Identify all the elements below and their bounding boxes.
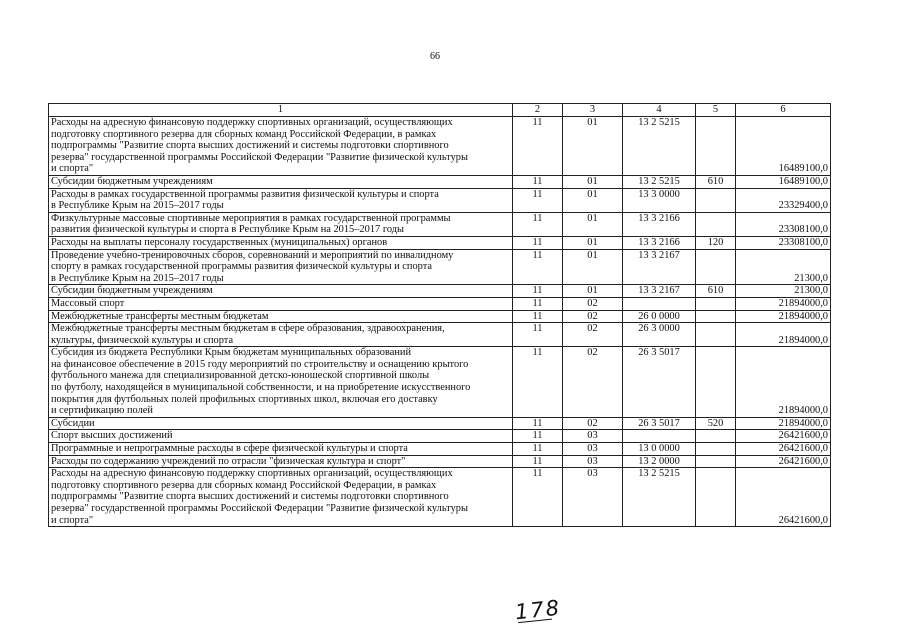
row-amount: 26421600,0 bbox=[736, 468, 831, 527]
table-row bbox=[49, 117, 831, 176]
row-subsection: 01 bbox=[563, 117, 623, 176]
table-row bbox=[49, 310, 831, 323]
row-description: Межбюджетные трансферты местным бюджетам bbox=[49, 310, 513, 323]
row-section: 11 bbox=[513, 236, 563, 249]
table-row bbox=[49, 236, 831, 249]
row-amount: 23308100,0 bbox=[736, 236, 831, 249]
row-subsection: 03 bbox=[563, 443, 623, 456]
table-row bbox=[49, 297, 831, 310]
row-subsection: 01 bbox=[563, 249, 623, 285]
row-amount: 23308100,0 bbox=[736, 212, 831, 236]
row-expense-type bbox=[696, 117, 736, 176]
table-row bbox=[49, 455, 831, 468]
row-section: 11 bbox=[513, 323, 563, 347]
row-amount: 21894000,0 bbox=[736, 310, 831, 323]
row-subsection: 02 bbox=[563, 297, 623, 310]
row-subsection: 03 bbox=[563, 430, 623, 443]
row-expense-type: 520 bbox=[696, 417, 736, 430]
row-expense-type bbox=[696, 347, 736, 418]
row-description: Межбюджетные трансферты местным бюджетам в сфере образования, здравоохранения, культуры, физической культуры и спорта bbox=[49, 323, 513, 347]
row-amount: 21894000,0 bbox=[736, 297, 831, 310]
row-subsection: 02 bbox=[563, 310, 623, 323]
row-subsection: 02 bbox=[563, 347, 623, 418]
row-target-article bbox=[623, 297, 696, 310]
row-target-article: 13 3 2166 bbox=[623, 212, 696, 236]
row-description: Субсидии бюджетным учреждениям bbox=[49, 175, 513, 188]
row-target-article: 13 3 0000 bbox=[623, 188, 696, 212]
column-header: 4 bbox=[623, 104, 696, 117]
table-row bbox=[49, 468, 831, 527]
row-section: 11 bbox=[513, 297, 563, 310]
row-expense-type bbox=[696, 455, 736, 468]
row-section: 11 bbox=[513, 417, 563, 430]
handwritten-page-number bbox=[514, 596, 562, 625]
table-row bbox=[49, 188, 831, 212]
row-description: Спорт высших достижений bbox=[49, 430, 513, 443]
row-section: 11 bbox=[513, 443, 563, 456]
row-expense-type bbox=[696, 323, 736, 347]
row-target-article: 26 3 5017 bbox=[623, 347, 696, 418]
row-subsection: 02 bbox=[563, 323, 623, 347]
row-target-article: 13 2 5215 bbox=[623, 175, 696, 188]
row-amount: 16489100,0 bbox=[736, 117, 831, 176]
row-expense-type bbox=[696, 249, 736, 285]
row-section: 11 bbox=[513, 430, 563, 443]
row-expense-type: 120 bbox=[696, 236, 736, 249]
row-subsection: 03 bbox=[563, 455, 623, 468]
row-description: Расходы в рамках государственной программы развития физической культуры и спорта в Республике Крым на 2015–2017 годы bbox=[49, 188, 513, 212]
row-description: Субсидии bbox=[49, 417, 513, 430]
row-section: 11 bbox=[513, 468, 563, 527]
row-target-article: 26 0 0000 bbox=[623, 310, 696, 323]
row-subsection: 01 bbox=[563, 285, 623, 298]
row-subsection: 01 bbox=[563, 236, 623, 249]
row-section: 11 bbox=[513, 212, 563, 236]
row-target-article: 13 3 2166 bbox=[623, 236, 696, 249]
row-target-article: 13 2 5215 bbox=[623, 468, 696, 527]
row-amount: 26421600,0 bbox=[736, 430, 831, 443]
row-description: Расходы на адресную финансовую поддержку спортивных организаций, осуществляющих подготовку спортивного резерва для сборных команд Российской Федерации, в рамках подпрограммы "Развитие спорта высших достижений и системы подготовки спортивного резерва" государственной программы Российской Федерации "Развитие физической культуры и спорта" bbox=[49, 117, 513, 176]
row-description: Расходы на выплаты персоналу государственных (муниципальных) органов bbox=[49, 236, 513, 249]
row-amount: 16489100,0 bbox=[736, 175, 831, 188]
column-header: 6 bbox=[736, 104, 831, 117]
table-row bbox=[49, 285, 831, 298]
row-expense-type bbox=[696, 212, 736, 236]
row-target-article: 26 3 5017 bbox=[623, 417, 696, 430]
row-subsection: 03 bbox=[563, 468, 623, 527]
row-amount: 21894000,0 bbox=[736, 347, 831, 418]
row-amount: 21300,0 bbox=[736, 249, 831, 285]
row-section: 11 bbox=[513, 249, 563, 285]
row-description: Субсидии бюджетным учреждениям bbox=[49, 285, 513, 298]
table-row bbox=[49, 430, 831, 443]
row-description: Проведение учебно-тренировочных сборов, соревнований и мероприятий по инвалидному спорту в рамках государственной программы развития физической культуры и спорта в Республике Крым на 2015–2017 годы bbox=[49, 249, 513, 285]
row-expense-type bbox=[696, 188, 736, 212]
row-target-article: 13 0 0000 bbox=[623, 443, 696, 456]
row-subsection: 02 bbox=[563, 417, 623, 430]
row-expense-type bbox=[696, 468, 736, 527]
row-amount: 26421600,0 bbox=[736, 455, 831, 468]
row-subsection: 01 bbox=[563, 175, 623, 188]
table-row bbox=[49, 212, 831, 236]
row-target-article: 13 2 0000 bbox=[623, 455, 696, 468]
table-row bbox=[49, 347, 831, 418]
row-section: 11 bbox=[513, 347, 563, 418]
table-row bbox=[49, 417, 831, 430]
row-amount: 23329400,0 bbox=[736, 188, 831, 212]
column-header: 1 bbox=[49, 104, 513, 117]
row-description: Субсидия из бюджета Республики Крым бюджетам муниципальных образований на финансовое обеспечение в 2015 году мероприятий по строительству и оснащению крытого футбольного манежа для специализированной детско-юношеской спортивной школы по футболу, находящейся в муниципальной собственности, и на приобретение искусственного покрытия для футбольных полей профильных спортивных школ, включая его доставку и сертификацию полей bbox=[49, 347, 513, 418]
column-header: 3 bbox=[563, 104, 623, 117]
row-amount: 21894000,0 bbox=[736, 417, 831, 430]
row-section: 11 bbox=[513, 285, 563, 298]
row-expense-type bbox=[696, 430, 736, 443]
row-amount: 26421600,0 bbox=[736, 443, 831, 456]
row-description: Массовый спорт bbox=[49, 297, 513, 310]
row-description: Программные и непрограммные расходы в сфере физической культуры и спорта bbox=[49, 443, 513, 456]
row-target-article bbox=[623, 430, 696, 443]
row-expense-type: 610 bbox=[696, 285, 736, 298]
handwritten-number-text: 178 bbox=[513, 595, 563, 625]
row-amount: 21300,0 bbox=[736, 285, 831, 298]
row-target-article: 13 3 2167 bbox=[623, 285, 696, 298]
row-subsection: 01 bbox=[563, 188, 623, 212]
row-target-article: 26 3 0000 bbox=[623, 323, 696, 347]
column-header: 5 bbox=[696, 104, 736, 117]
row-amount: 21894000,0 bbox=[736, 323, 831, 347]
row-section: 11 bbox=[513, 455, 563, 468]
table-row bbox=[49, 443, 831, 456]
row-description: Расходы на адресную финансовую поддержку спортивных организаций, осуществляющих подготовку спортивного резерва для сборных команд Российской Федерации, в рамках подпрограммы "Развитие спорта высших достижений и системы подготовки спортивного резерва" государственной программы Российской Федерации "Развитие физической культуры и спорта" bbox=[49, 468, 513, 527]
row-expense-type bbox=[696, 443, 736, 456]
table-header-row bbox=[49, 104, 831, 117]
row-section: 11 bbox=[513, 310, 563, 323]
row-description: Расходы по содержанию учреждений по отрасли "физическая культура и спорт" bbox=[49, 455, 513, 468]
table-row bbox=[49, 249, 831, 285]
row-target-article: 13 2 5215 bbox=[623, 117, 696, 176]
row-description: Физкультурные массовые спортивные мероприятия в рамках государственной программы развития физической культуры и спорта в Республике Крым на 2015–2017 годы bbox=[49, 212, 513, 236]
row-target-article: 13 3 2167 bbox=[623, 249, 696, 285]
row-section: 11 bbox=[513, 188, 563, 212]
row-section: 11 bbox=[513, 117, 563, 176]
row-subsection: 01 bbox=[563, 212, 623, 236]
column-header: 2 bbox=[513, 104, 563, 117]
row-expense-type bbox=[696, 310, 736, 323]
row-section: 11 bbox=[513, 175, 563, 188]
budget-table bbox=[48, 103, 831, 527]
table-row bbox=[49, 323, 831, 347]
page-number: 66 bbox=[430, 51, 440, 62]
row-expense-type bbox=[696, 297, 736, 310]
row-expense-type: 610 bbox=[696, 175, 736, 188]
table-row bbox=[49, 175, 831, 188]
